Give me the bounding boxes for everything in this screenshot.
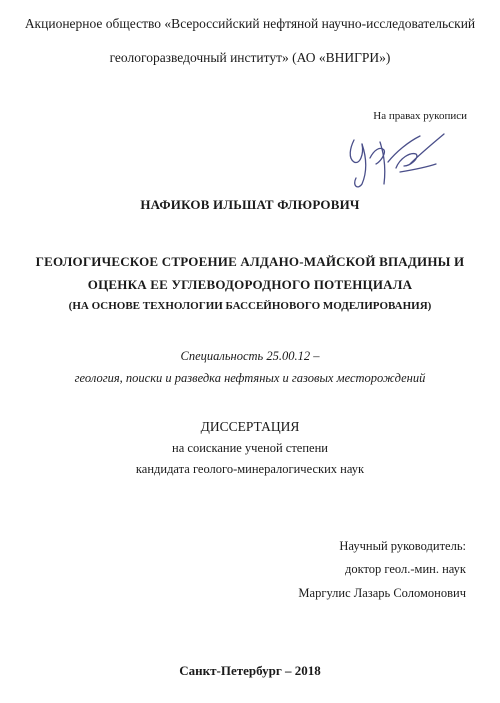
city-year: Санкт-Петербург – 2018 [179,663,321,678]
author-name: НАФИКОВ ИЛЬШАТ ФЛЮРОВИЧ [140,197,360,212]
degree-line-2: кандидата геолого-минералогических наук [135,462,365,476]
specialty-name: геология, поиски и разведка нефтяных и газовых месторождений [74,371,426,385]
dissertation-title-line-2: ОЦЕНКА ЕЕ УГЛЕВОДОРОДНОГО ПОТЕНЦИАЛА [87,277,413,292]
dissertation-title-line-1: ГЕОЛОГИЧЕСКОЕ СТРОЕНИЕ АЛДАНО-МАЙСКОЙ ВПАДИНЫ И [35,254,465,269]
document-type: ДИССЕРТАЦИЯ [200,419,300,434]
degree-line-1: на соискание ученой степени [172,441,328,455]
specialty-code: Специальность 25.00.12 – [180,349,320,363]
organization-line-2: геологоразведочный институт» (АО «ВНИГРИ») [109,50,391,65]
manuscript-rights-note: На правах рукописи [373,110,467,122]
organization-line-1: Акционерное общество «Всероссийский нефтяной научно-исследовательский [24,16,476,31]
supervisor-degree: доктор геол.-мин. наук [344,562,466,576]
supervisor-name: Маргулис Лазарь Соломонович [298,586,466,600]
handwritten-signature [340,128,450,190]
supervisor-role: Научный руководитель: [339,539,466,553]
dissertation-subtitle: (НА ОСНОВЕ ТЕХНОЛОГИИ БАССЕЙНОВОГО МОДЕЛИРОВАНИЯ) [68,300,432,312]
